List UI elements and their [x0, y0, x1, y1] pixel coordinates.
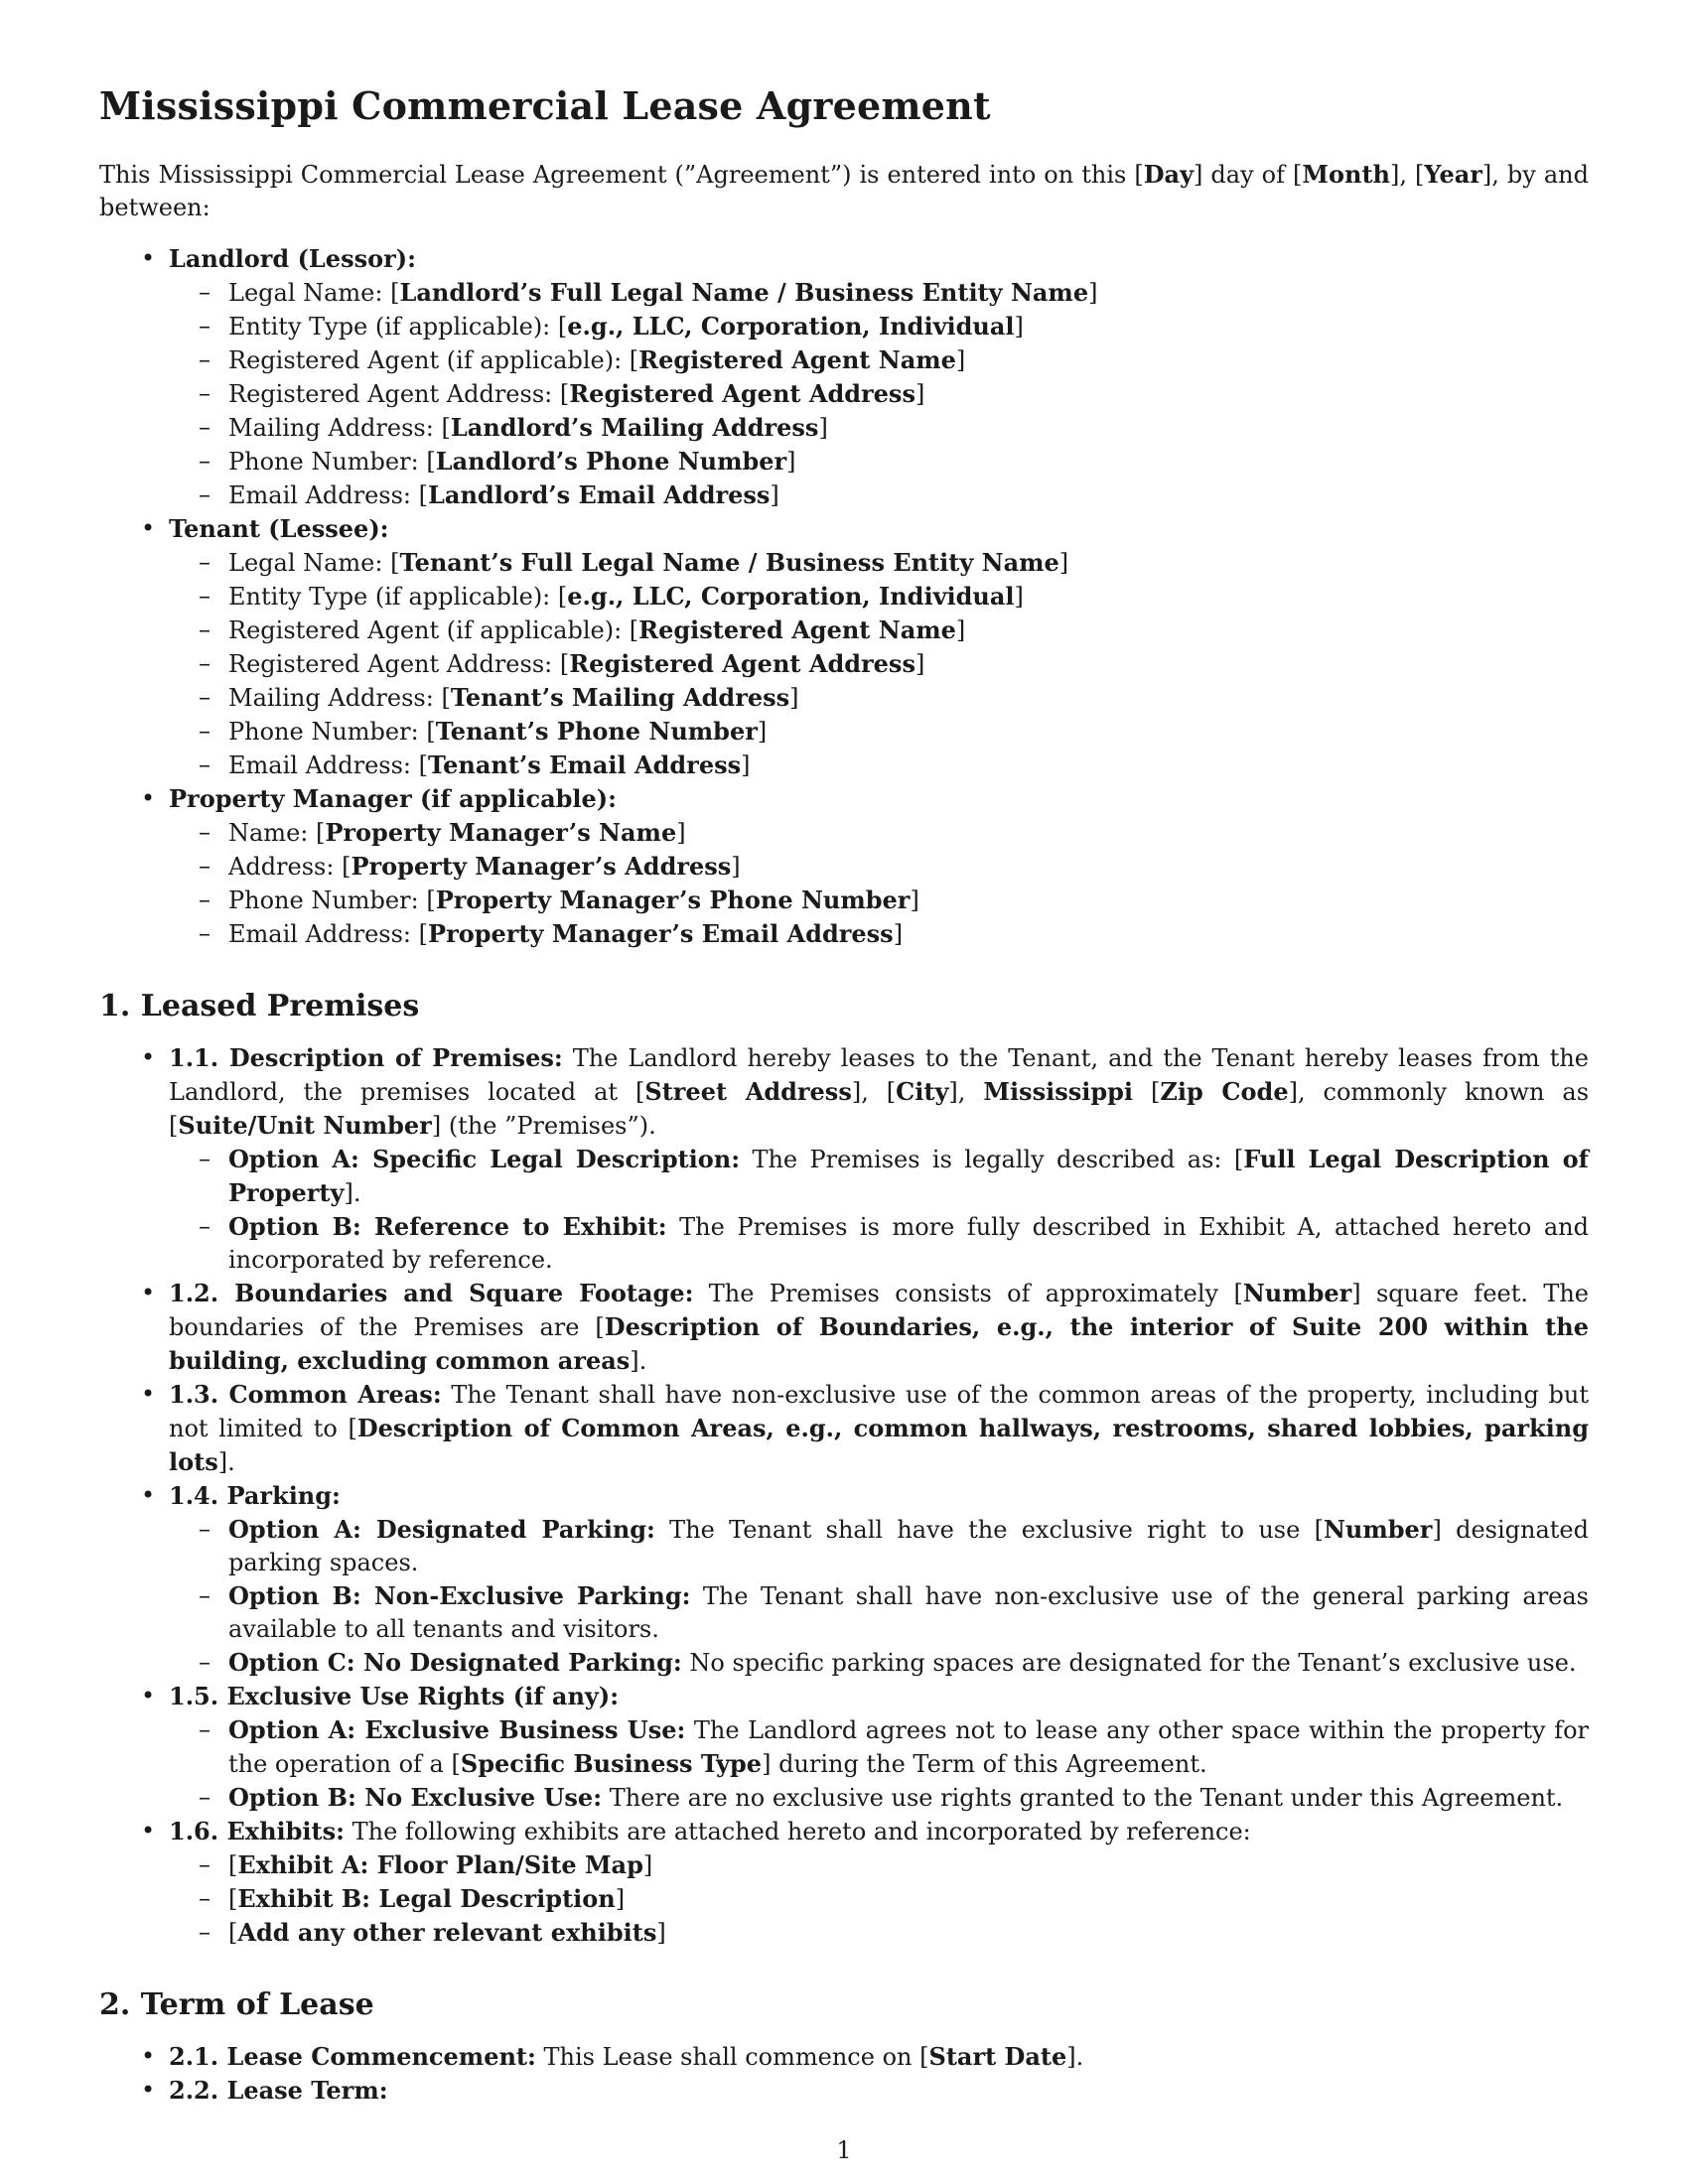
clause-text: .	[638, 1347, 647, 1375]
exhibit-placeholder: Exhibit A: Floor Plan/Site Map	[237, 1850, 643, 1879]
field-label: Email Address:	[228, 920, 419, 948]
list-item: – Legal Name: [Landlord’s Full Legal Name / Business Entity Name]	[199, 278, 1098, 307]
manager-heading: Property Manager (if applicable):	[169, 784, 617, 813]
clause-1-3: • 1.3. Common Areas: The Tenant shall have non-exclusive use of the common areas of the property, including but not limited to [Description of Common Areas, e.g., common hallways, restrooms, shared lobbies, parking lots].	[141, 1380, 1589, 1476]
list-item: – Email Address: [Tenant’s Email Address]	[199, 751, 751, 779]
clause-text: The Landlord hereby leases to the Tenant, and the Tenant hereby leases from the Landlord, the premises located at	[169, 1044, 1589, 1106]
legal-description-placeholder: Full Legal Description of Property	[228, 1145, 1590, 1207]
option-text: .	[352, 1179, 361, 1207]
bullet-icon: •	[141, 1682, 156, 1709]
option-text: The Landlord agrees not to lease any other space within the property for the operation of a	[228, 1716, 1589, 1778]
section-heading-leased-premises: 1. Leased Premises	[99, 989, 420, 1024]
dash-icon: –	[199, 1918, 211, 1946]
clause-text: ,	[861, 1078, 887, 1106]
dash-icon: –	[199, 1145, 211, 1172]
option-text: The Tenant shall have non-exclusive use of the general parking areas available to all tenants and visitors.	[228, 1582, 1589, 1643]
bullet-icon: •	[141, 1817, 156, 1844]
option-label: Option A: Designated Parking:	[228, 1515, 655, 1544]
intro-text: day of	[1202, 161, 1294, 189]
bullet-icon: •	[141, 1481, 156, 1509]
number-placeholder: Number	[1242, 1279, 1352, 1307]
dash-icon: –	[199, 413, 211, 441]
tenant-party	[141, 512, 1589, 782]
exhibit-placeholder: Exhibit B: Legal Description	[237, 1884, 616, 1913]
leased-premises-list	[99, 1041, 1589, 1950]
start-date-placeholder: Start Date	[928, 2042, 1067, 2071]
list-item: – Option A: Exclusive Business Use: The Landlord agrees not to lease any other space within the property for the operation of a [Specific Business Type] during the Term of this Agreement.	[199, 1715, 1589, 1778]
exhibits-list	[169, 1848, 1589, 1950]
field-label: Phone Number:	[228, 718, 427, 746]
dash-icon: –	[199, 278, 211, 306]
dash-icon: –	[199, 1850, 211, 1878]
option-text: No specific parking spaces are designated for the Tenant’s exclusive use.	[681, 1649, 1577, 1677]
dash-icon: –	[199, 751, 211, 778]
intro-text: This Mississippi Commercial Lease Agreement (”Agreement”) is entered into on this	[99, 161, 1135, 189]
bullet-icon: •	[141, 244, 156, 272]
option-text: The Tenant shall have the exclusive right to use	[654, 1516, 1315, 1544]
option-text: The Premises is more fully described in Exhibit A, attached hereto and incorporated by reference.	[228, 1213, 1589, 1274]
bullet-icon: •	[141, 2076, 156, 2104]
landlord-party	[141, 242, 1589, 512]
clause-1-5	[141, 1680, 1589, 1815]
field-placeholder: Property Manager’s Name	[325, 818, 677, 847]
list-item: – Email Address: [Landlord’s Email Address]	[199, 480, 779, 509]
clause-text: square feet. The boundaries of the Premises are	[169, 1280, 1589, 1341]
field-placeholder: Property Manager’s Address	[351, 852, 732, 881]
clause-1-2: • 1.2. Boundaries and Square Footage: The Premises consists of approximately [Number] square feet. The boundaries of the Premises are [Description of Boundaries, e.g., the interior of Suite 200 within the building, excluding common areas].	[141, 1279, 1589, 1375]
field-label: Entity Type (if applicable):	[228, 313, 558, 341]
clause-text: (the ”Premises”).	[441, 1112, 656, 1140]
clause-text: This Lease shall commence on	[535, 2043, 920, 2071]
dash-icon: –	[199, 1581, 211, 1609]
field-label: Phone Number:	[228, 887, 427, 914]
clause-label: 1.5. Exclusive Use Rights (if any):	[169, 1682, 620, 1710]
option-text: during the Term of this Agreement.	[771, 1750, 1207, 1778]
field-label: Name:	[228, 819, 316, 847]
document-title: Mississippi Commercial Lease Agreement	[99, 83, 991, 128]
dash-icon: –	[199, 480, 211, 508]
list-item	[199, 1781, 1589, 1815]
option-label: Option B: No Exclusive Use:	[228, 1783, 603, 1812]
dash-icon: –	[199, 345, 211, 373]
field-placeholder: Tenant’s Email Address	[428, 751, 742, 779]
list-item: – Registered Agent Address: [Registered Agent Address]	[199, 379, 925, 408]
zip-placeholder: Zip Code	[1160, 1077, 1289, 1106]
clause-label: 1.6. Exhibits:	[169, 1817, 345, 1845]
clause-text: .	[1075, 2043, 1084, 2071]
option-label: Option B: Non-Exclusive Parking:	[228, 1581, 691, 1610]
clause-label: 1.3. Common Areas:	[169, 1380, 442, 1409]
option-text: designated parking spaces.	[228, 1516, 1589, 1576]
page-number: 1	[836, 2136, 852, 2164]
clause-1-1-options	[169, 1143, 1589, 1277]
field-placeholder: Tenant’s Full Legal Name / Business Entity Name	[399, 548, 1059, 577]
intro-text: , by and between:	[99, 161, 1590, 221]
bullet-icon: •	[141, 1043, 156, 1071]
state-name: Mississippi	[983, 1077, 1134, 1106]
field-label: Mailing Address:	[228, 414, 442, 442]
field-placeholder: Registered Agent Name	[638, 615, 956, 644]
clause-2-2	[141, 2074, 1589, 2108]
field-label: Registered Agent Address:	[228, 380, 560, 408]
list-item: – Registered Agent (if applicable): [Registered Agent Name]	[199, 345, 966, 374]
dash-icon: –	[199, 615, 211, 643]
list-item: – [Add any other relevant exhibits]	[199, 1918, 666, 1947]
parking-options	[169, 1513, 1589, 1680]
intro-text: ,	[1399, 161, 1416, 189]
field-label: Mailing Address:	[228, 684, 442, 712]
field-placeholder: Landlord’s Phone Number	[435, 447, 787, 476]
year-placeholder: Year	[1424, 160, 1482, 189]
business-type-placeholder: Specific Business Type	[460, 1749, 763, 1778]
list-item	[199, 1210, 1589, 1277]
list-item: – [Exhibit A: Floor Plan/Site Map]	[199, 1850, 653, 1879]
clause-text: The Tenant shall have non-exclusive use of the common areas of the property, including but not limited to	[169, 1381, 1589, 1442]
clause-label: 2.1. Lease Commencement:	[169, 2042, 536, 2071]
field-placeholder: Tenant’s Phone Number	[435, 717, 758, 746]
section-heading-term-of-lease: 2. Term of Lease	[99, 1987, 374, 2022]
landlord-heading: Landlord (Lessor):	[169, 244, 416, 273]
field-placeholder: Registered Agent Address	[569, 649, 915, 678]
intro-paragraph: This Mississippi Commercial Lease Agreement (”Agreement”) is entered into on this [Day] day of [Month], [Year], by and between:	[99, 160, 1590, 221]
dash-icon: –	[199, 1783, 211, 1811]
list-item: – [Exhibit B: Legal Description]	[199, 1884, 626, 1913]
field-label: Legal Name:	[228, 549, 391, 577]
list-item: – Email Address: [Property Manager’s Email Address]	[199, 919, 904, 948]
clause-text: .	[227, 1448, 235, 1476]
clause-1-6	[141, 1815, 1589, 1950]
dash-icon: –	[199, 649, 211, 677]
number-placeholder: Number	[1323, 1515, 1433, 1544]
option-label: Option A: Exclusive Business Use:	[228, 1715, 686, 1744]
option-label: Option B: Reference to Exhibit:	[228, 1212, 667, 1241]
document-page	[99, 83, 1589, 2108]
field-label: Address:	[228, 853, 343, 881]
list-item: – Registered Agent (if applicable): [Registered Agent Name]	[199, 615, 966, 644]
clause-text: The following exhibits are attached hereto and incorporated by reference:	[345, 1818, 1251, 1845]
clause-1-1: • 1.1. Description of Premises: The Landlord hereby leases to the Tenant, and the Tenant hereby leases from the Landlord, the premises located at [Street Address], [City], Mississippi [Zip Code], commonly known as [Suite/Unit Number] (the ”Premises”). – Option A: Specific Legal Description: The Premises is legally described as: [Full Legal Description of Property]. – Option B: Reference to Exhibit: The Premises is more fully described in Exhibit A, attached hereto and incorporated by reference.	[169, 1041, 1589, 1277]
manager-details	[169, 816, 1589, 951]
dash-icon: –	[199, 1715, 211, 1743]
landlord-details	[169, 276, 1589, 512]
dash-icon: –	[199, 548, 211, 576]
field-placeholder: Property Manager’s Phone Number	[435, 886, 911, 914]
clause-label: 1.2. Boundaries and Square Footage:	[169, 1279, 694, 1307]
dash-icon: –	[199, 852, 211, 880]
clause-label: 1.4. Parking:	[169, 1481, 341, 1510]
clause-1-4	[141, 1479, 1589, 1680]
bullet-icon: •	[141, 514, 156, 542]
tenant-heading: Tenant (Lessee):	[169, 514, 389, 543]
term-of-lease-list	[99, 2040, 1589, 2108]
list-item	[199, 1579, 1589, 1646]
option-text: The Premises is legally described as:	[740, 1146, 1234, 1173]
list-item	[199, 1646, 1589, 1680]
field-label: Registered Agent (if applicable):	[228, 616, 630, 644]
clause-text: , commonly known as	[1297, 1078, 1590, 1106]
day-placeholder: Day	[1143, 160, 1195, 189]
list-item: – Option A: Specific Legal Description: The Premises is legally described as: [Full Legal Description of Property].	[199, 1145, 1590, 1207]
list-item: – Entity Type (if applicable): [e.g., LLC, Corporation, Individual]	[199, 312, 1024, 341]
field-label: Registered Agent Address:	[228, 650, 560, 678]
field-placeholder: Landlord’s Mailing Address	[450, 413, 819, 442]
dash-icon: –	[199, 582, 211, 610]
bullet-icon: •	[141, 784, 156, 812]
month-placeholder: Month	[1302, 160, 1390, 189]
clause-text: The Premises consists of approximately	[693, 1280, 1234, 1307]
field-placeholder: e.g., LLC, Corporation, Individual	[567, 312, 1015, 341]
field-label: Entity Type (if applicable):	[228, 583, 558, 611]
list-item: – Phone Number: [Property Manager’s Phone Number]	[199, 886, 919, 914]
field-placeholder: Registered Agent Name	[638, 345, 956, 374]
field-label: Email Address:	[228, 751, 419, 779]
bullet-icon: •	[141, 1279, 156, 1306]
clause-text	[1133, 1078, 1151, 1106]
dash-icon: –	[199, 818, 211, 846]
common-areas-placeholder: Description of Common Areas, e.g., common hallways, restrooms, shared lobbies, parking lots	[169, 1414, 1589, 1476]
field-label: Registered Agent (if applicable):	[228, 346, 630, 374]
list-item: – Name: [Property Manager’s Name]	[199, 818, 686, 847]
field-placeholder: Registered Agent Address	[569, 379, 915, 408]
list-item: – Entity Type (if applicable): [e.g., LLC, Corporation, Individual]	[199, 582, 1024, 611]
exhibit-placeholder: Add any other relevant exhibits	[237, 1918, 657, 1947]
field-placeholder: Property Manager’s Email Address	[428, 919, 894, 948]
clause-2-1: • 2.1. Lease Commencement: This Lease shall commence on [Start Date].	[141, 2042, 1084, 2071]
dash-icon: –	[199, 919, 211, 947]
list-item: – Option A: Designated Parking: The Tenant shall have the exclusive right to use [Number] designated parking spaces.	[199, 1515, 1589, 1576]
field-placeholder: Landlord’s Email Address	[428, 480, 771, 509]
list-item: – Mailing Address: [Tenant’s Mailing Address]	[199, 683, 799, 712]
city-placeholder: City	[896, 1077, 949, 1106]
dash-icon: –	[199, 447, 211, 475]
list-item: – Phone Number: [Tenant’s Phone Number]	[199, 717, 768, 746]
dash-icon: –	[199, 1515, 211, 1543]
parties-list	[99, 242, 1589, 951]
option-label: Option A: Specific Legal Description:	[228, 1145, 741, 1173]
tenant-details	[169, 546, 1589, 782]
manager-party	[141, 782, 1589, 951]
dash-icon: –	[199, 1648, 211, 1676]
field-label: Legal Name:	[228, 279, 391, 307]
field-placeholder: Landlord’s Full Legal Name / Business Entity Name	[399, 278, 1089, 307]
clause-label: 2.2. Lease Term:	[169, 2076, 388, 2105]
field-label: Email Address:	[228, 481, 419, 509]
bullet-icon: •	[141, 1380, 156, 1408]
list-item: – Mailing Address: [Landlord’s Mailing Address]	[199, 413, 828, 442]
dash-icon: –	[199, 717, 211, 745]
dash-icon: –	[199, 1212, 211, 1240]
dash-icon: –	[199, 1884, 211, 1912]
option-label: Option C: No Designated Parking:	[228, 1648, 682, 1677]
clause-text: ,	[957, 1078, 984, 1106]
field-placeholder: Tenant’s Mailing Address	[450, 683, 790, 712]
clause-label: 1.1. Description of Premises:	[169, 1043, 563, 1072]
dash-icon: –	[199, 683, 211, 711]
list-item: – Phone Number: [Landlord’s Phone Number]	[199, 447, 796, 476]
list-item: – Registered Agent Address: [Registered Agent Address]	[199, 649, 925, 678]
street-placeholder: Street Address	[644, 1077, 852, 1106]
exclusive-use-options	[169, 1713, 1589, 1815]
list-item: – Legal Name: [Tenant’s Full Legal Name / Business Entity Name]	[199, 548, 1069, 577]
bullet-icon: •	[141, 2042, 156, 2070]
field-placeholder: e.g., LLC, Corporation, Individual	[567, 582, 1015, 611]
dash-icon: –	[199, 886, 211, 913]
dash-icon: –	[199, 312, 211, 340]
field-label: Phone Number:	[228, 448, 427, 476]
list-item: – Address: [Property Manager’s Address]	[199, 852, 741, 881]
option-text: There are no exclusive use rights granted to the Tenant under this Agreement.	[602, 1784, 1564, 1812]
boundaries-placeholder: Description of Boundaries, e.g., the interior of Suite 200 within the building, excluding common areas	[169, 1312, 1589, 1375]
suite-placeholder: Suite/Unit Number	[178, 1111, 432, 1140]
dash-icon: –	[199, 379, 211, 407]
